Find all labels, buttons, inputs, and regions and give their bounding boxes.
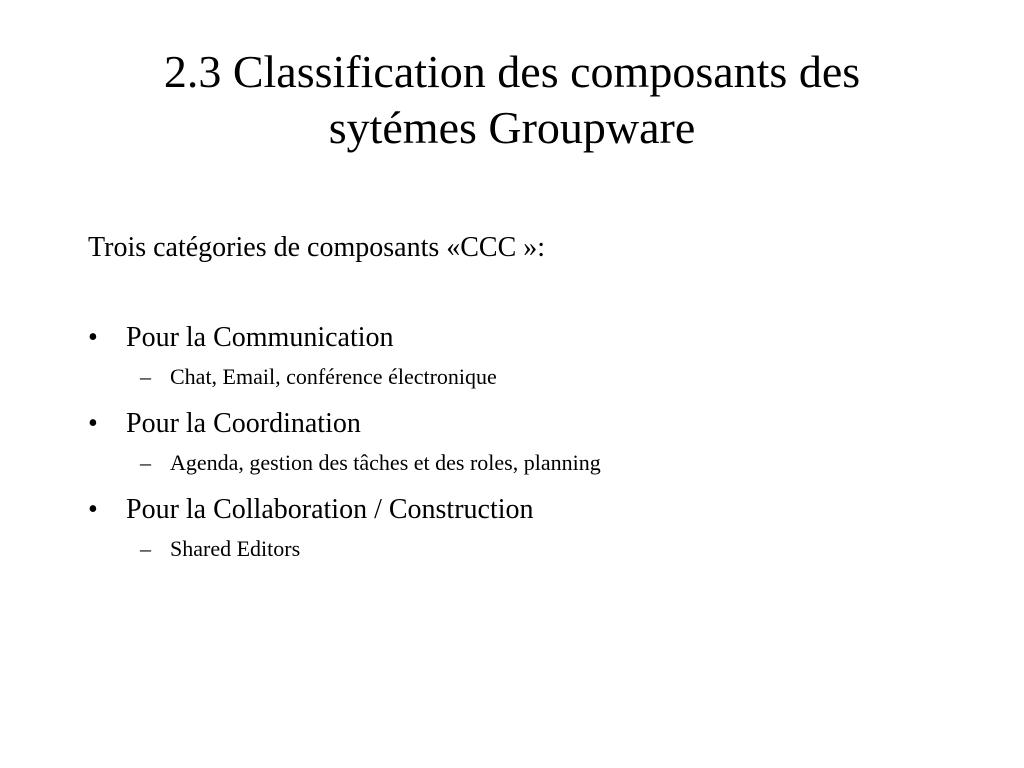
sub-marker: –: [140, 536, 151, 561]
sub-label: Agenda, gestion des tâches et des roles, planning: [170, 450, 601, 475]
sub-marker: –: [140, 450, 151, 475]
intro-text: Trois catégories de composants «CCC »:: [88, 232, 546, 263]
bullet-label: Pour la Collaboration / Construction: [126, 494, 534, 525]
bullet-label: Pour la Communication: [126, 322, 394, 353]
sub-marker: –: [140, 364, 151, 389]
bullet-item: [88, 492, 968, 528]
sub-label: Shared Editors: [170, 536, 301, 561]
sub-label: Chat, Email, conférence électronique: [170, 364, 497, 389]
sub-item: [88, 362, 968, 392]
slide-title-line-2: sytémes Groupware: [328, 102, 696, 153]
bullet-list: [88, 320, 968, 578]
bullet-marker: •: [88, 408, 98, 439]
bullet-group-communication: [88, 320, 968, 392]
bullet-marker: •: [88, 322, 98, 353]
bullet-label: Pour la Coordination: [126, 408, 361, 439]
slide-title-line-1: 2.3 Classification des composants des: [163, 46, 861, 97]
bullet-marker: •: [88, 494, 98, 525]
bullet-group-collaboration: [88, 492, 968, 564]
bullet-group-coordination: [88, 406, 968, 478]
sub-item: [88, 448, 968, 478]
bullet-item: [88, 406, 968, 442]
bullet-item: [88, 320, 968, 356]
sub-item: [88, 534, 968, 564]
slide-title: [60, 44, 964, 156]
